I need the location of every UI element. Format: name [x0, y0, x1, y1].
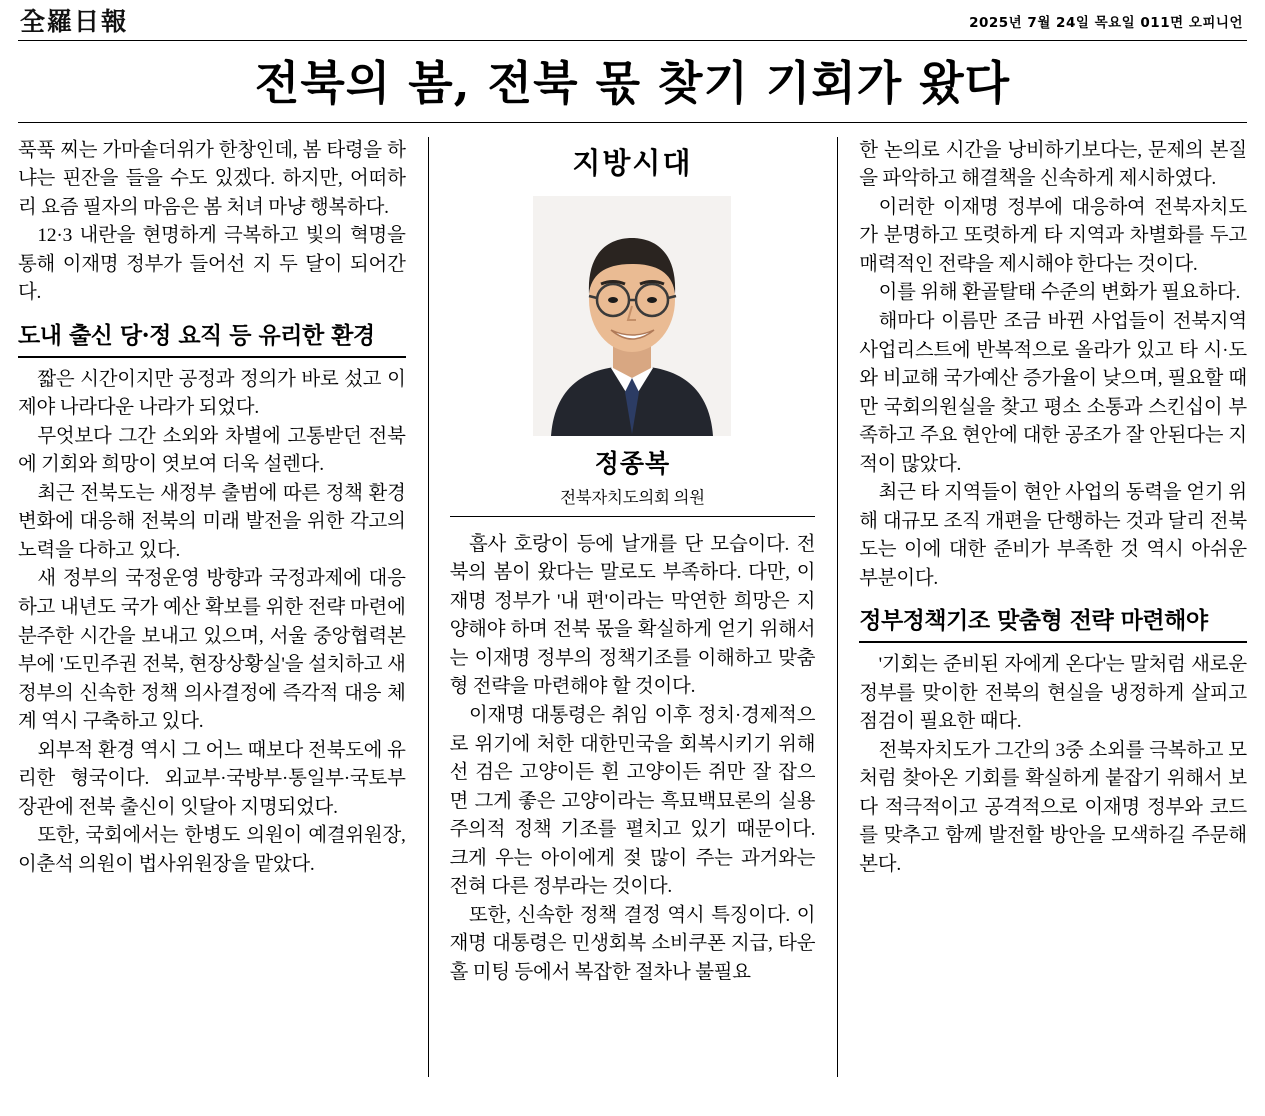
column-3-body	[859, 137, 1247, 879]
column-rule-right	[837, 137, 838, 1077]
article-paragraph: 또한, 신속한 정책 결정 역시 특징이다. 이재명 대통령은 민생회복 소비쿠폰 지급, 타운홀 미팅 등에서 복잡한 절차나 불필요	[449, 904, 816, 983]
masthead	[18, 0, 1247, 38]
page-title: 전북의 봄, 전북 몫 찾기 기회가 왔다	[254, 56, 1011, 110]
portrait-wrapper	[450, 196, 816, 436]
headline-divider	[18, 122, 1247, 123]
article-paragraph: 외부적 환경 역시 그 어느 때보다 전북도에 유리한 형국이다. 외교부·국방부·통일부·국토부 장관에 전북 출신이 잇달아 지명되었다.	[18, 739, 406, 818]
article-paragraph: 최근 타 지역들이 현안 사업의 동력을 얻기 위해 대규모 조직 개편을 단행하는 것과 달리 전북도는 이에 대한 준비가 부족한 것 역시 아쉬운 부분이다.	[859, 482, 1247, 589]
article-paragraph: 짧은 시간이지만 공정과 정의가 바로 섰고 이제야 나라다운 나라가 되었다.	[18, 368, 406, 419]
article-paragraph: 새 정부의 국정운영 방향과 국정과제에 대응하고 내년도 국가 예산 확보를 위한 전략 마련에 분주한 시간을 보내고 있으며, 서울 중앙협력본부에 '도민주권 전북, 현장상황실'을 설치하고 새정부의 신속한 정책 의사결정에 즉각적 대응 체계 역시 구축하고 있다.	[18, 568, 406, 733]
column-1-body	[18, 137, 406, 879]
issue-date-line: 2025년 7월 24일 목요일 011면 오피니언	[969, 15, 1243, 31]
article-paragraph: 전북자치도가 그간의 3중 소외를 극복하고 모처럼 찾아온 기회를 확실하게 붙잡기 위해서 보다 적극적이고 공격적으로 이재명 정부와 코드를 맞추고 함께 발전할 방안을 모색하길 주문해 본다.	[859, 739, 1247, 875]
column-rule-left	[428, 137, 429, 1077]
article-paragraph: '기회는 준비된 자에게 온다'는 말처럼 새로운 정부를 맞이한 전북의 현실을 냉정하게 살피고 점검이 필요한 때다.	[859, 654, 1247, 733]
article-paragraph: 또한, 국회에서는 한병도 의원이 예결위원장, 이춘석 의원이 법사위원장을 맡았다.	[18, 825, 406, 875]
article-paragraph: 이러한 이재명 정부에 대응하여 전북자치도가 분명하고 또렷하게 타 지역과 차별화를 두고 매력적인 전략을 제시해야 한다는 것이다.	[859, 196, 1247, 275]
article-paragraph: 해마다 이름만 조금 바뀐 사업들이 전북지역 사업리스트에 반복적으로 올라가 있고 타 시·도와 비교해 국가예산 증가율이 낮으며, 필요할 때만 국회의원실을 찾고 평소 소통과 스킨십이 부족하고 주요 현안에 대한 공조가 잘 안된다는 지적이 많았다.	[859, 310, 1247, 475]
column-3	[837, 137, 1247, 1077]
newspaper-logo: 全羅日報	[20, 6, 129, 36]
series-title: 지방시대	[572, 145, 693, 180]
author-title: 전북자치도의회 의원	[450, 484, 816, 517]
section-subheading: 정부정책기조 맞춤형 전략 마련해야	[859, 606, 1247, 643]
section-subheading: 도내 출신 당·정 요직 등 유리한 환경	[18, 321, 406, 358]
article-paragraph: 푹푹 찌는 가마솥더위가 한창인데, 봄 타령을 하냐는 핀잔을 들을 수도 있겠다. 하지만, 어떠하리 요즘 필자의 마음은 봄 처녀 마냥 행복하다.	[18, 139, 406, 218]
article-columns	[18, 137, 1247, 1077]
article-paragraph: 무엇보다 그간 소외와 차별에 고통받던 전북에 기회와 희망이 엿보여 더욱 설렌다.	[18, 425, 406, 476]
column-2	[428, 137, 838, 1077]
article-paragraph: 한 논의로 시간을 낭비하기보다는, 문제의 본질을 파악하고 해결책을 신속하게 제시하였다.	[859, 139, 1247, 190]
article-paragraph: 12·3 내란을 현명하게 극복하고 빛의 혁명을 통해 이재명 정부가 들어선 지 두 달이 되어간다.	[18, 225, 406, 304]
article-paragraph: 이재명 대통령은 취임 이후 정치·경제적으로 위기에 처한 대한민국을 회복시키기 위해선 검은 고양이든 흰 고양이든 쥐만 잘 잡으면 그게 좋은 고양이라는 흑묘백묘론의 실용주의적 정책 기조를 펼치고 있기 때문이다. 크게 우는 아이에게 젖 많이 주는 과거와는 전혀 다른 정부라는 것이다.	[449, 704, 816, 898]
author-name: 정종복	[594, 448, 671, 478]
article-paragraph: 이를 위해 환골탈태 수준의 변화가 필요하다.	[878, 282, 1241, 304]
article-paragraph: 최근 전북도는 새정부 출범에 따른 정책 환경 변화에 대응해 전북의 미래 발전을 위한 각고의 노력을 다하고 있다.	[18, 482, 406, 561]
author-portrait	[533, 196, 731, 436]
article-paragraph: 흡사 호랑이 등에 날개를 단 모습이다. 전북의 봄이 왔다는 말로도 부족하다. 다만, 이재명 정부가 '내 편'이라는 막연한 희망은 지양해야 하며 전북 몫을 확실하게 얻기 위해서는 이재명 정부의 정책기조를 이해하고 맞춤형 전략을 마련해야 할 것이다.	[449, 533, 816, 698]
column-1	[18, 137, 428, 1077]
column-2-body	[450, 531, 816, 987]
